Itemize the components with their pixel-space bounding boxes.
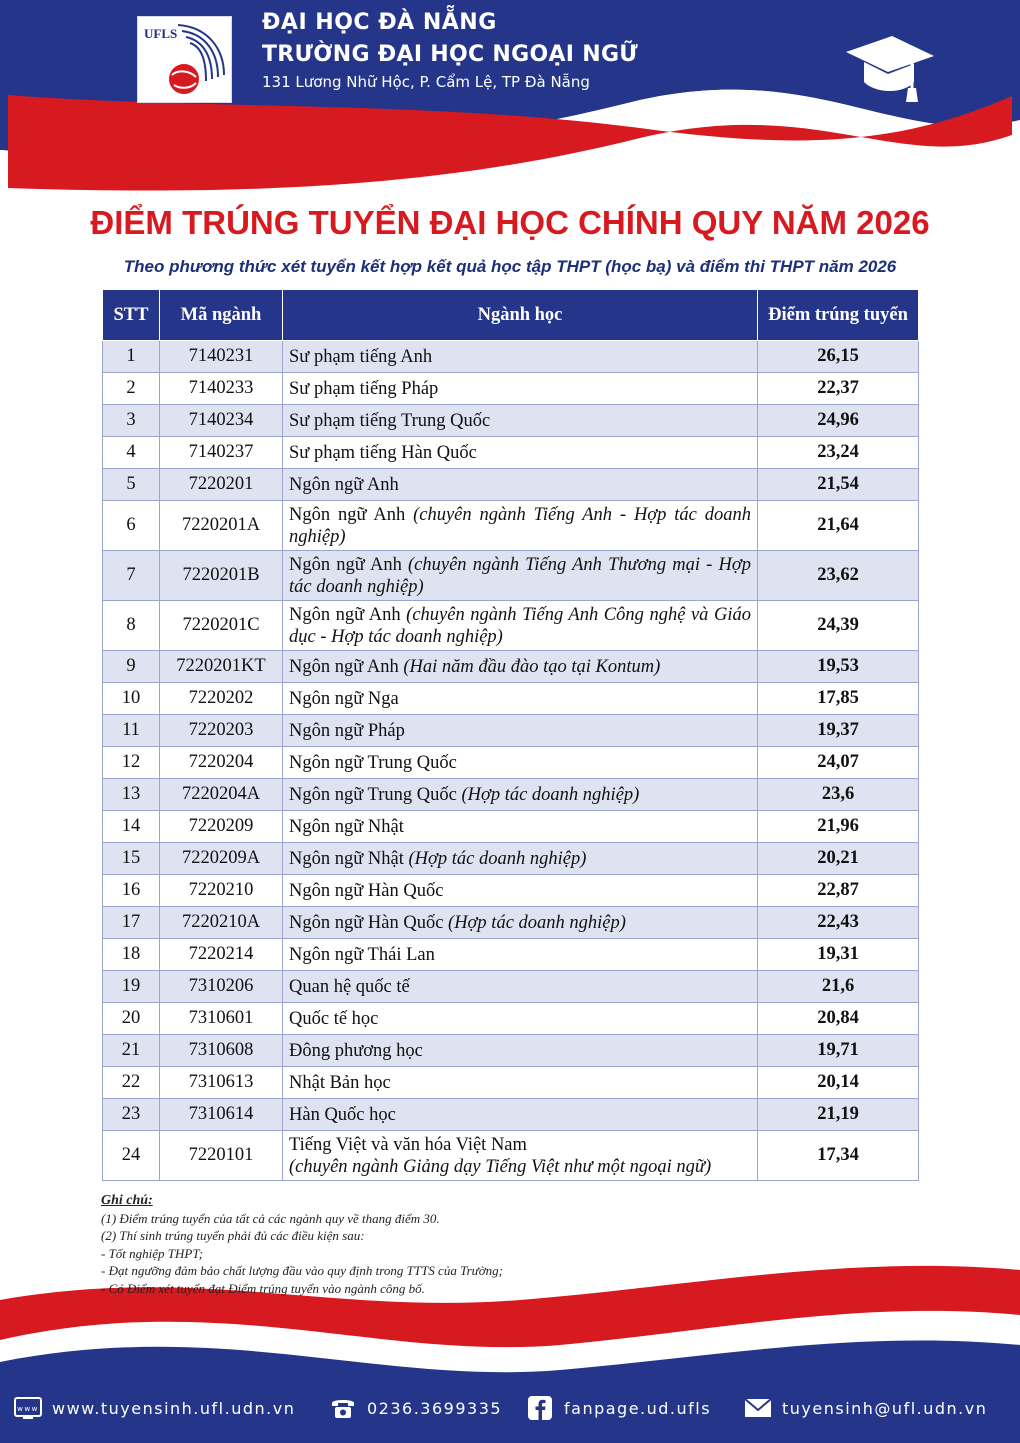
major-note: (chuyên ngành Tiếng Anh - Hợp tác doanh nghiệp): [289, 504, 752, 547]
page-title: ĐIỂM TRÚNG TUYỂN ĐẠI HỌC CHÍNH QUY NĂM 2026: [90, 204, 930, 241]
cell-score: 23,6: [758, 779, 919, 811]
header-stt: STT: [103, 290, 160, 341]
cell-score: 22,87: [758, 875, 919, 907]
cell-score: 20,14: [758, 1067, 919, 1099]
cell-stt: 8: [103, 601, 160, 651]
cell-major: [283, 715, 758, 747]
phone-text: 0236.3699335: [367, 1398, 503, 1418]
cell-stt: 24: [103, 1131, 160, 1181]
table-body: [103, 341, 919, 1181]
cell-code: 7220204: [160, 747, 283, 779]
major-name: Ngôn ngữ Anh: [289, 474, 399, 495]
cell-score: 19,71: [758, 1035, 919, 1067]
www-icon: [14, 1395, 42, 1421]
cell-major: [283, 843, 758, 875]
major-name: Ngôn ngữ Nhật: [289, 816, 404, 837]
major-name: Ngôn ngữ Nga: [289, 688, 399, 709]
cell-score: 21,96: [758, 811, 919, 843]
cell-major: [283, 1003, 758, 1035]
major-name: Sư phạm tiếng Pháp: [289, 378, 439, 399]
cell-code: 7310206: [160, 971, 283, 1003]
major-name: Đông phương học: [289, 1040, 423, 1061]
school-name: TRƯỜNG ĐẠI HỌC NGOẠI NGỮ: [262, 42, 638, 67]
major-name: Quốc tế học: [289, 1008, 379, 1029]
header-code: Mã ngành: [160, 290, 283, 341]
cell-score: 24,39: [758, 601, 919, 651]
cell-major: [283, 405, 758, 437]
cell-major: [283, 1067, 758, 1099]
major-name: Tiếng Việt và văn hóa Việt Nam: [289, 1134, 527, 1155]
table-row: [103, 843, 919, 875]
cell-major: [283, 501, 758, 551]
phone-icon: [329, 1395, 357, 1421]
cell-code: 7310614: [160, 1099, 283, 1131]
major-note: (Hợp tác doanh nghiệp): [448, 912, 626, 933]
cell-major: [283, 1035, 758, 1067]
cell-major: [283, 683, 758, 715]
cell-stt: 19: [103, 971, 160, 1003]
cell-stt: 4: [103, 437, 160, 469]
cell-score: 26,15: [758, 341, 919, 373]
cell-score: 22,37: [758, 373, 919, 405]
major-note: (Hợp tác doanh nghiệp): [461, 784, 640, 805]
cell-score: 19,37: [758, 715, 919, 747]
cell-code: 7220201A: [160, 501, 283, 551]
cell-stt: 3: [103, 405, 160, 437]
notes: [101, 1192, 503, 1297]
cell-major: [283, 971, 758, 1003]
cell-major: [283, 437, 758, 469]
cell-stt: 7: [103, 551, 160, 601]
table-row: [103, 437, 919, 469]
table-row: [103, 551, 919, 601]
major-name: Ngôn ngữ Anh: [289, 504, 414, 525]
cell-score: 24,07: [758, 747, 919, 779]
cell-score: 19,53: [758, 651, 919, 683]
cell-major: [283, 779, 758, 811]
cell-code: 7220210: [160, 875, 283, 907]
footer-email[interactable]: [744, 1385, 987, 1431]
note-line: - Tốt nghiệp THPT;: [101, 1245, 204, 1261]
cell-score: 21,19: [758, 1099, 919, 1131]
major-name: Ngôn ngữ Hàn Quốc: [289, 880, 444, 901]
svg-text:www: www: [17, 1405, 39, 1413]
table-row: [103, 747, 919, 779]
note-line: - Đạt ngưỡng đảm bảo chất lượng đầu vào quy định trong TTTS của Trường;: [101, 1263, 503, 1278]
table-row: [103, 683, 919, 715]
major-name: Sư phạm tiếng Trung Quốc: [289, 410, 491, 431]
major-name: Ngôn ngữ Hàn Quốc: [289, 912, 449, 933]
cell-stt: 17: [103, 907, 160, 939]
cell-score: 21,54: [758, 469, 919, 501]
cell-stt: 16: [103, 875, 160, 907]
cell-score: 23,62: [758, 551, 919, 601]
major-name: Ngôn ngữ Anh: [289, 604, 407, 625]
cell-code: 7220209: [160, 811, 283, 843]
header: [0, 0, 1020, 200]
cell-stt: 14: [103, 811, 160, 843]
cell-stt: 15: [103, 843, 160, 875]
cell-major: [283, 341, 758, 373]
cell-code: 7220201B: [160, 551, 283, 601]
cell-score: 21,6: [758, 971, 919, 1003]
header-score: Điểm trúng tuyển: [758, 290, 919, 341]
cell-score: 22,43: [758, 907, 919, 939]
cell-code: 7310613: [160, 1067, 283, 1099]
cell-major: [283, 939, 758, 971]
cell-major: [283, 551, 758, 601]
cell-code: 7140231: [160, 341, 283, 373]
cell-code: 7220201C: [160, 601, 283, 651]
cell-major: [283, 907, 758, 939]
footer-fanpage[interactable]: [526, 1385, 711, 1431]
cell-code: 7220214: [160, 939, 283, 971]
cell-stt: 9: [103, 651, 160, 683]
cell-stt: 5: [103, 469, 160, 501]
notes-title: Ghi chú:: [101, 1193, 153, 1208]
cell-stt: 1: [103, 341, 160, 373]
cell-stt: 2: [103, 373, 160, 405]
cell-stt: 11: [103, 715, 160, 747]
university-name: ĐẠI HỌC ĐÀ NẴNG: [262, 10, 497, 35]
table-row: [103, 875, 919, 907]
table-row: [103, 373, 919, 405]
major-name: Ngôn ngữ Anh: [289, 656, 404, 677]
cell-code: 7220101: [160, 1131, 283, 1181]
table-row: [103, 341, 919, 373]
cell-stt: 23: [103, 1099, 160, 1131]
major-note: (Hai năm đầu đào tạo tại Kontum): [403, 656, 661, 677]
school-address: 131 Lương Nhữ Hộc, P. Cẩm Lệ, TP Đà Nẵng: [262, 73, 590, 91]
cell-stt: 18: [103, 939, 160, 971]
email-text: tuyensinh@ufl.udn.vn: [782, 1398, 988, 1418]
cell-stt: 10: [103, 683, 160, 715]
table-row: [103, 971, 919, 1003]
major-name: Ngôn ngữ Trung Quốc: [289, 784, 462, 805]
cell-code: 7220201KT: [160, 651, 283, 683]
cell-code: 7140233: [160, 373, 283, 405]
footer-website[interactable]: [14, 1385, 295, 1431]
major-name: Ngôn ngữ Thái Lan: [289, 944, 435, 965]
table-row: [103, 1067, 919, 1099]
graduation-cap-icon: [842, 30, 936, 106]
cell-major: [283, 1099, 758, 1131]
table-row: [103, 715, 919, 747]
cell-score: 17,34: [758, 1131, 919, 1181]
note-line: - Có Điểm xét tuyển đạt Điểm trúng tuyển vào ngành công bố.: [101, 1280, 425, 1296]
major-name: Nhật Bản học: [289, 1072, 391, 1093]
major-note: (chuyên ngành Giảng dạy Tiếng Việt như một ngoại ngữ): [289, 1156, 712, 1177]
cell-stt: 21: [103, 1035, 160, 1067]
cell-score: 23,24: [758, 437, 919, 469]
admission-scores-table: [102, 289, 919, 1181]
major-name: Quan hệ quốc tế: [289, 976, 410, 997]
major-name: Ngôn ngữ Nhật: [289, 848, 409, 869]
cell-score: 20,21: [758, 843, 919, 875]
cell-code: 7310601: [160, 1003, 283, 1035]
page-subtitle: Theo phương thức xét tuyển kết hợp kết quả học tập THPT (học bạ) và điểm thi THPT năm 2026: [123, 257, 897, 276]
table-row: [103, 1035, 919, 1067]
cell-score: 21,64: [758, 501, 919, 551]
cell-code: 7310608: [160, 1035, 283, 1067]
major-name: Ngôn ngữ Anh: [289, 554, 408, 575]
table-row: [103, 907, 919, 939]
table-row: [103, 939, 919, 971]
footer-phone[interactable]: [329, 1385, 502, 1431]
logo-text: UFLS: [144, 26, 178, 41]
cell-major: [283, 811, 758, 843]
globe-icon: [138, 17, 231, 102]
table-row: [103, 601, 919, 651]
cell-code: 7220202: [160, 683, 283, 715]
cell-stt: 20: [103, 1003, 160, 1035]
cell-major: [283, 469, 758, 501]
table-row: [103, 779, 919, 811]
major-note: (chuyên ngành Tiếng Anh Thương mại - Hợp tác doanh nghiệp): [289, 554, 751, 597]
cell-score: 20,84: [758, 1003, 919, 1035]
footer: [0, 1385, 1020, 1443]
major-name: Ngôn ngữ Pháp: [289, 720, 405, 741]
cell-major: [283, 651, 758, 683]
facebook-icon: [526, 1395, 554, 1421]
cell-stt: 12: [103, 747, 160, 779]
cell-code: 7140237: [160, 437, 283, 469]
cell-stt: 6: [103, 501, 160, 551]
school-logo: [137, 16, 232, 103]
major-name: Ngôn ngữ Trung Quốc: [289, 752, 457, 773]
cell-code: 7220203: [160, 715, 283, 747]
cell-major: [283, 747, 758, 779]
cell-code: 7140234: [160, 405, 283, 437]
cell-major: [283, 601, 758, 651]
cell-score: 17,85: [758, 683, 919, 715]
website-text: www.tuyensinh.ufl.udn.vn: [52, 1398, 296, 1418]
major-note: (Hợp tác doanh nghiệp): [408, 848, 587, 869]
table-row: [103, 1131, 919, 1181]
cell-stt: 22: [103, 1067, 160, 1099]
table-row: [103, 651, 919, 683]
note-line: (2) Thí sinh trúng tuyển phải đủ các điều kiện sau:: [101, 1228, 365, 1243]
table-row: [103, 811, 919, 843]
email-icon: [744, 1395, 772, 1421]
cell-major: [283, 373, 758, 405]
cell-major: [283, 875, 758, 907]
major-note: (chuyên ngành Tiếng Anh Công nghệ và Giáo dục - Hợp tác doanh nghiệp): [289, 604, 751, 647]
cell-major: [283, 1131, 758, 1181]
cell-code: 7220209A: [160, 843, 283, 875]
header-major: Ngành học: [283, 290, 758, 341]
major-name: Hàn Quốc học: [289, 1104, 396, 1125]
cell-code: 7220204A: [160, 779, 283, 811]
cell-stt: 13: [103, 779, 160, 811]
cell-code: 7220201: [160, 469, 283, 501]
fanpage-text: fanpage.ud.ufls: [564, 1398, 712, 1418]
table-row: [103, 501, 919, 551]
table-header-row: [103, 290, 919, 341]
table-row: [103, 469, 919, 501]
table-row: [103, 405, 919, 437]
cell-score: 24,96: [758, 405, 919, 437]
major-name: Sư phạm tiếng Hàn Quốc: [289, 442, 477, 463]
cell-code: 7220210A: [160, 907, 283, 939]
table-row: [103, 1099, 919, 1131]
major-name: Sư phạm tiếng Anh: [289, 346, 433, 367]
table-row: [103, 1003, 919, 1035]
note-line: (1) Điểm trúng tuyển của tất cả các ngành quy về thang điểm 30.: [101, 1210, 440, 1226]
cell-score: 19,31: [758, 939, 919, 971]
